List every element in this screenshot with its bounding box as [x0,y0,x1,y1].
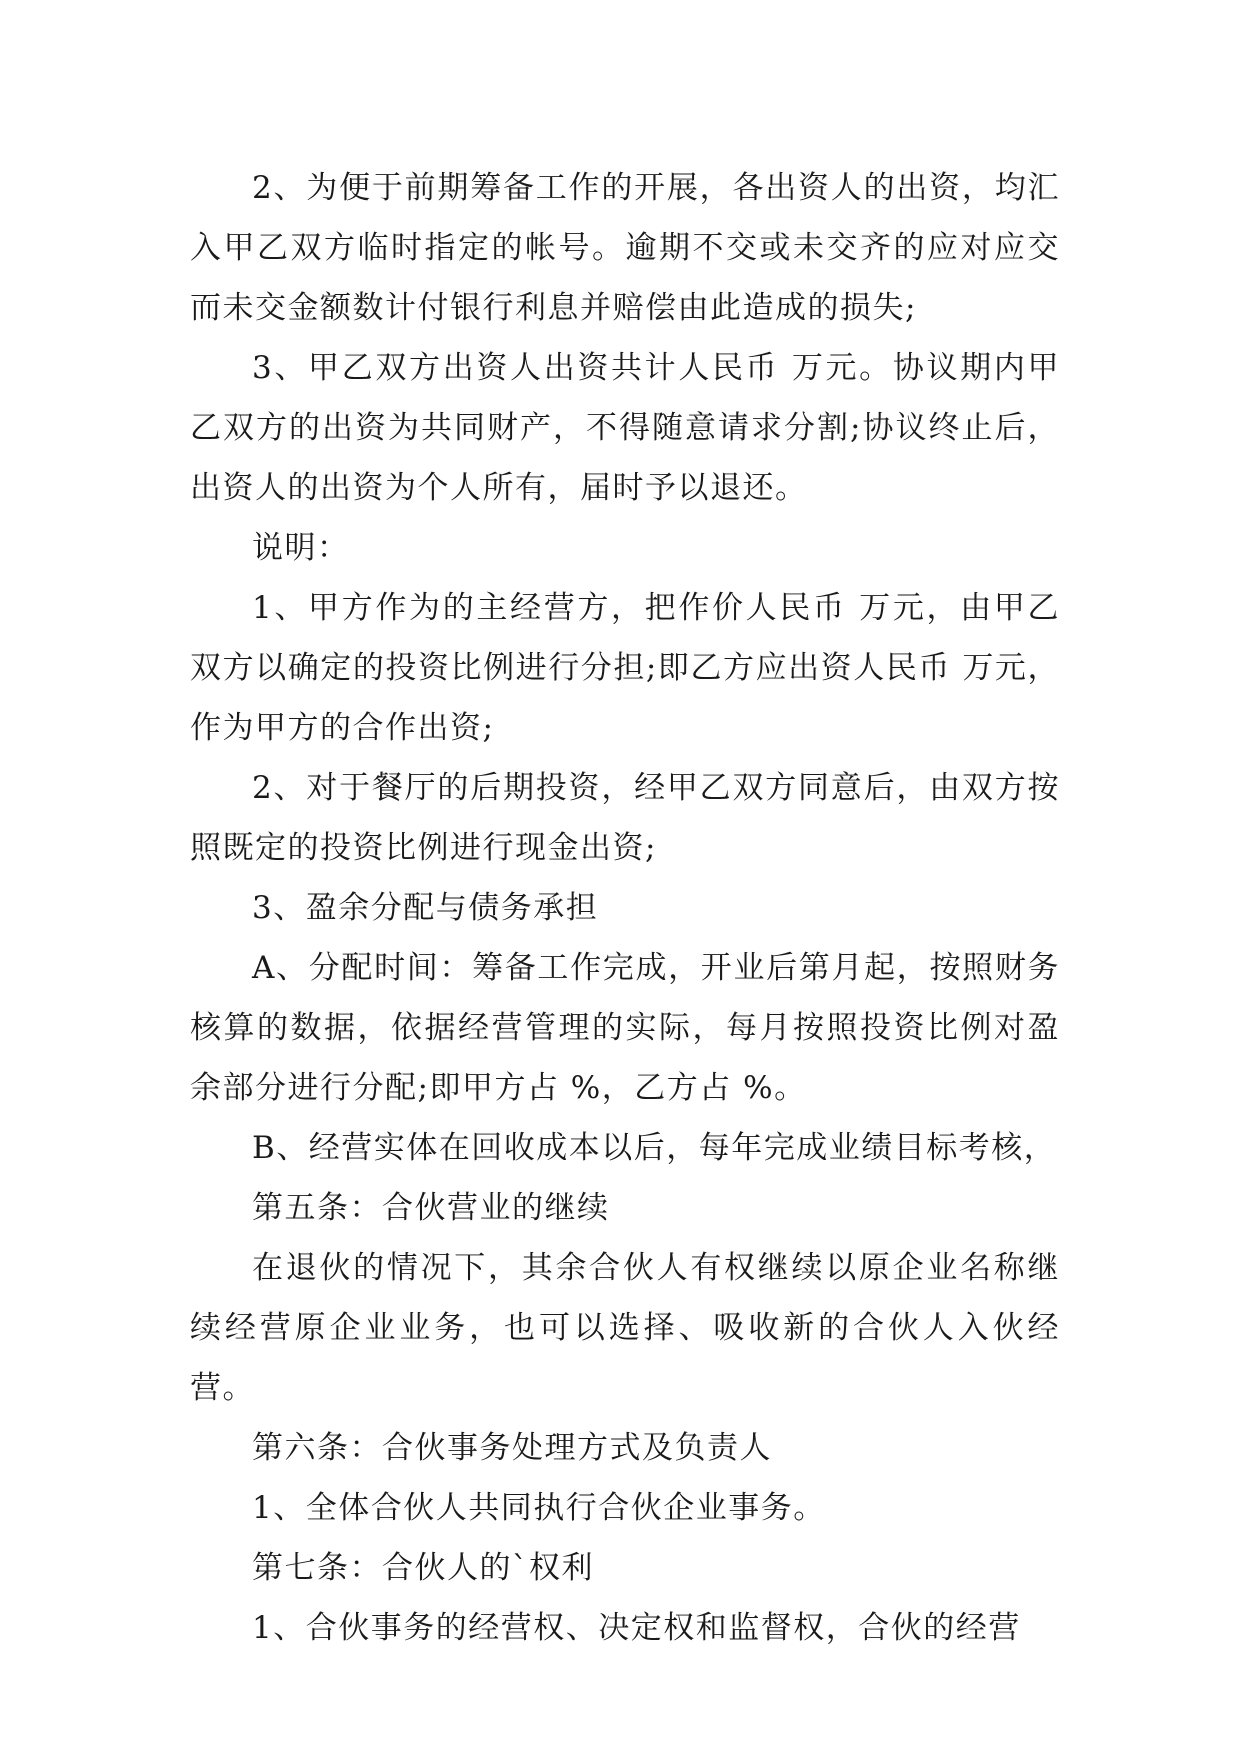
paragraph-14: 1、合伙事务的经营权、决定权和监督权，合伙的经营 [252,1610,1021,1646]
section-heading-5: 第五条：合伙营业的继续 [252,1190,610,1226]
document-body [190,158,1060,1658]
paragraph-3: 说明： [252,530,350,566]
paragraph-8: B、经营实体在回收成本以后，每年完成业绩目标考核， [252,1130,1057,1166]
paragraph-12: 1、全体合伙人共同执行合伙企业事务。 [252,1490,826,1526]
paragraph-6: 3、盈余分配与债务承担 [252,890,599,926]
section-heading-6: 第六条：合伙事务处理方式及负责人 [252,1430,772,1466]
paragraph-5: 2、对于餐厅的后期投资，经甲乙双方同意后，由双方按照既定的投资比例进行现金出资; [190,770,1060,866]
paragraph-4: 1、甲方作为的主经营方，把作价人民币 万元，由甲乙双方以确定的投资比例进行分担;即乙方应出资人民币 万元，作为甲方的合作出资; [190,590,1060,746]
paragraph-10: 在退伙的情况下，其余合伙人有权继续以原企业名称继续经营原企业业务，也可以选择、吸收新的合伙人入伙经营。 [190,1250,1060,1406]
paragraph-7: A、分配时间：筹备工作完成，开业后第月起，按照财务核算的数据，依据经营管理的实际，每月按照投资比例对盈余部分进行分配;即甲方占 %，乙方占 %。 [190,950,1060,1106]
paragraph-2: 3、甲乙双方出资人出资共计人民币 万元。协议期内甲乙双方的出资为共同财产，不得随意请求分割;协议终止后，出资人的出资为个人所有，届时予以退还。 [190,350,1060,506]
section-heading-7: 第七条：合伙人的`权利 [252,1550,594,1586]
paragraph-1: 2、为便于前期筹备工作的开展，各出资人的出资，均汇入甲乙双方临时指定的帐号。逾期不交或未交齐的应对应交而未交金额数计付银行利息并赔偿由此造成的损失; [190,170,1060,326]
